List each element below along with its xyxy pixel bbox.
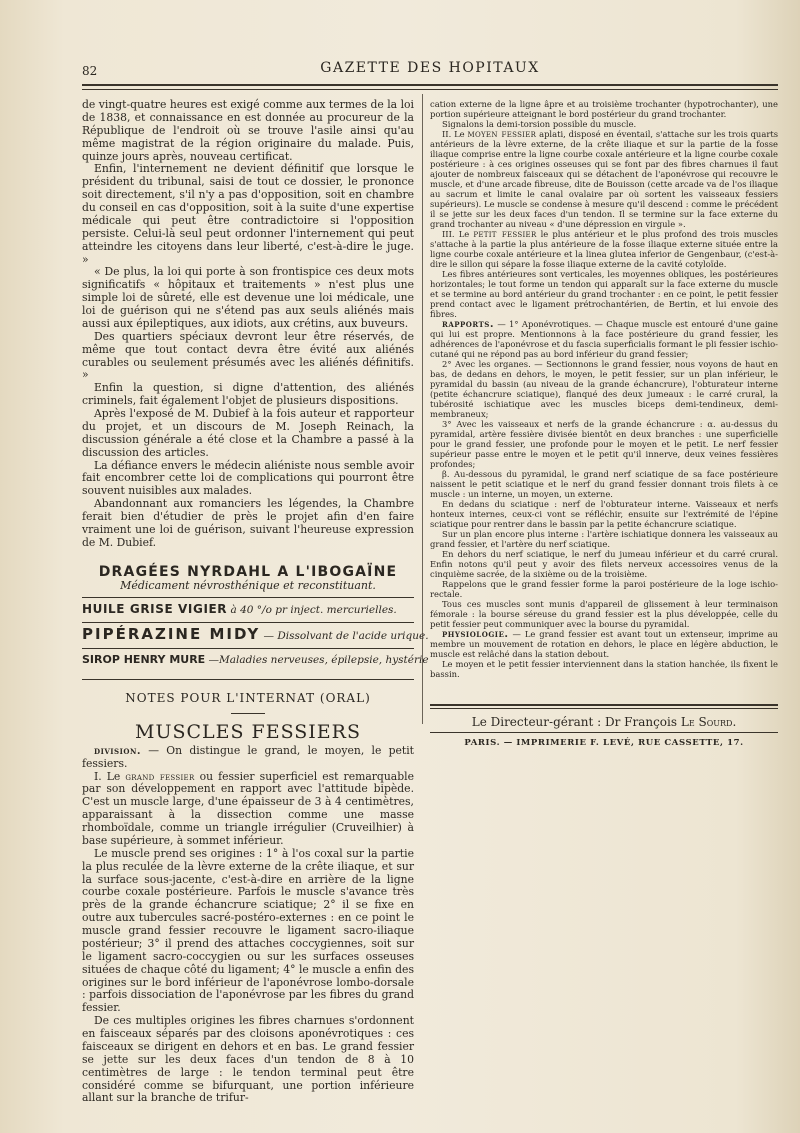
paragraph: En dedans du sciatique : nerf de l'obturateur interne. Vaisseaux et nerfs honteux internes, ceux-ci vont se réfléchir, ensuite sur l'extrémité de l'épine sciatique pour rentrer dans le bassin par la petite échancrure sciatique. bbox=[430, 499, 778, 529]
paragraph: Signalons la demi-torsion possible du muscle. bbox=[442, 119, 637, 129]
header-rule-thin bbox=[82, 89, 778, 90]
footer-rule bbox=[430, 704, 778, 706]
paragraph: La défiance envers le médecin aliéniste nous semble avoir fait encombrer cette loi de complications qui pourront être souvent nuisibles aux malades. bbox=[82, 458, 414, 498]
paragraph: Sur un plan encore plus interne : l'artère ischiatique donnera les vaisseaux au grand fessier, et l'artère du nerf sciatique. bbox=[430, 529, 778, 549]
grand-fessier-text: ou fessier superficiel est remarquable par son développement en rapport avec l'attitude bipède. C'est un muscle large, d'une épaisseur de 3 à 4 centimètres, apparaissant à la dissection comme une masse rhomboïdale, comme un triangle irrégulier (Cruveilhier) à base supérieure, à sommet inférieur. bbox=[82, 769, 414, 847]
rapports-text: — 1° Aponévrotiques. — Chaque muscle est entouré d'une gaine qui lui est propre. Mentionnons à la face postérieure du grand fessier, les adhérences de l'aponévrose et du fascia superficialis formant le pli fessier ischio-cutané qui ne répond pas au bord inférieur du grand fessier; bbox=[430, 319, 778, 359]
physiologie-paragraph bbox=[430, 629, 778, 659]
notes-header: NOTES POUR L'INTERNAT (ORAL) bbox=[125, 691, 371, 705]
ad-divider bbox=[82, 597, 414, 598]
ad-sirop-name: SIROP HENRY MURE bbox=[82, 653, 206, 667]
petit-fessier-paragraph bbox=[430, 229, 778, 269]
paragraph: Après l'exposé de M. Dubief à la fois auteur et rapporteur du projet, et un discours de M. Joseph Reinach, la discussion générale a été close et la Chambre a passé à la discussion des articles. bbox=[82, 407, 414, 459]
paragraph: cation externe de la ligne âpre et au troisième trochanter (hypotrochanter), une portion supérieure atteignant le bord postérieur du grand trochanter. bbox=[430, 99, 778, 119]
paragraph: Tous ces muscles sont munis d'appareil de glissement à leur terminaison fémorale : la bourse séreuse du grand fessier est la plus développée, celle du petit fessier peut communiquer avec la bourse du pyramidal. bbox=[430, 599, 778, 629]
ad-piperazine bbox=[82, 625, 429, 644]
grand-fessier-label: grand fessier bbox=[125, 770, 195, 783]
paragraph: 2° Avec les organes. — Sectionnons le grand fessier, nous voyons de haut en bas, de dedans en dehors, le moyen, le petit fessier, sur un plan inférieur, le pyramidal du bassin (au niveau de la grande échancrure), l'obturateur interne (petite échancrure sciatique), flanqué des deux jumeaux : le carré crural, la tubérosité ischiatique avec les muscles biceps demi-tendineux, demi-membraneux; bbox=[430, 359, 778, 419]
moyen-fessier-paragraph bbox=[430, 129, 778, 229]
ad-divider bbox=[82, 648, 414, 649]
printer-line: PARIS. — IMPRIMERIE F. LEVÉ, RUE CASSETTE, 17. bbox=[464, 738, 744, 748]
rapports-paragraph bbox=[430, 319, 778, 359]
petit-fessier-text: le plus antérieur et le plus profond des trois muscles s'attache à la partie la plus antérieure de la fosse iliaque externe située entre la ligne courbe coxale antérieure et la linea glutea inferior de Gengenbaur, (c'est-à-dire le sillon qui sépare la fosse iliaque externe de la cavité cotyloïde. bbox=[430, 229, 778, 269]
header-rule bbox=[82, 84, 778, 86]
left-column bbox=[82, 98, 429, 1105]
paragraph: Le moyen et le petit fessier interviennent dans la station hanchée, ils fixent le bassin. bbox=[430, 659, 778, 679]
page-number: 82 bbox=[82, 64, 98, 78]
ad-divider bbox=[82, 622, 414, 623]
physiologie-text: — Le grand fessier est avant tout un extenseur, imprime au membre un mouvement de rotation en dehors, le place en légère abduction, le muscle est relâché dans la station debout. bbox=[430, 629, 778, 659]
grand-intro: I. Le bbox=[94, 769, 121, 783]
paragraph: De ces multiples origines les fibres charnues s'ordonnent en faisceaux séparés par des cloisons aponévrotiques : ces faisceaux se dirigent en dehors et en bas. Le grand fessier se jette sur les deux faces d'un tendon de 8 à 10 centimètres de large : le tendon terminal peut être considéré comme se bifurquant, une portion inférieure allant sur la branche de trifur- bbox=[82, 1014, 414, 1105]
paragraph: Abandonnant aux romanciers les légendes, la Chambre ferait bien d'étudier de près le projet afin d'en faire vraiment une loi de guérison, suivant l'heureuse expression de M. Dubief. bbox=[82, 497, 414, 549]
ad-dragees-name: DRAGÉES NYRDAHL A L'IBOGAÏNE bbox=[98, 563, 398, 580]
section-title: MUSCLES FESSIERS bbox=[134, 720, 361, 743]
journal-title: GAZETTE DES HOPITAUX bbox=[320, 60, 540, 76]
paragraph: 3° Avec les vaisseaux et nerfs de la grande échancrure : α. au-dessus du pyramidal, artère fessière divisée bientôt en deux branches : une superficielle pour le grand fessier, une profonde pour le moyen et le petit. Le nerf fessier supérieur passe entre le moyen et le petit qu'il innerve, deux veines fessières profondes; bbox=[430, 419, 778, 469]
ad-piperazine-name: PIPÉRAZINE MIDY bbox=[82, 625, 261, 644]
petit-intro: III. Le bbox=[442, 229, 470, 239]
petit-fessier-label: petit fessier bbox=[473, 228, 537, 240]
paragraph: Enfin la question, si digne d'attention, des aliénés criminels, fait également l'objet de plusieurs dispositions. bbox=[82, 381, 414, 408]
footer-rule-thin bbox=[430, 708, 778, 709]
director-name: Le Sourd. bbox=[680, 715, 737, 729]
director-credit bbox=[430, 715, 778, 729]
paragraph: de vingt-quatre heures est exigé comme aux termes de la loi de 1838, et connaissance en est donnée au procureur de la République de l'endroit où se trouve l'asile ainsi qu'au même magistrat de la région originaire du malade. Puis, quinze jours après, nouveau certificat. bbox=[82, 98, 414, 163]
physiologie-label: physiologie. bbox=[442, 628, 509, 640]
ad-huile-grise bbox=[82, 603, 414, 617]
division-paragraph bbox=[82, 745, 414, 771]
grand-fessier-paragraph bbox=[82, 771, 414, 848]
paragraph: Des quartiers spéciaux devront leur être réservés, de même que tout contact devra être évité aux aliénés curables ou seulement présumés avec les aliénés définitifs. » bbox=[82, 329, 414, 382]
division-label: division. bbox=[94, 744, 142, 757]
right-column bbox=[430, 99, 778, 679]
paragraph: « De plus, la loi qui porte à son frontispice ces deux mots significatifs « hôpitaux et traitements » n'est plus une simple loi de sûreté, elle est devenue une loi médicale, une loi de guérison qui ne s'étend pas aux seuls aliénés mais aussi aux épileptiques, aux idiots, aux crétins, aux buveurs. bbox=[82, 265, 414, 330]
ad-dragees-tagline: Médicament névrosthénique et reconstituant. bbox=[120, 578, 376, 592]
ad-piperazine-text: — Dissolvant de l'acide urique. bbox=[263, 630, 429, 643]
paragraph: β. Au-dessous du pyramidal, le grand nerf sciatique de sa face postérieure naissent le petit sciatique et le nerf du grand fessier donnant trois filets à ce muscle : un interne, un moyen, un externe. bbox=[430, 469, 778, 499]
paragraph: En dehors du nerf sciatique, le nerf du jumeau inférieur et du carré crural. Enfin notons qu'il peut y avoir des filets nerveux accessoires venus de la cinquième sacrée, de la sixième ou de la troisième. bbox=[430, 549, 778, 579]
division-text: — On distingue le grand, le moyen, le petit fessiers. bbox=[82, 743, 414, 770]
moyen-fessier-text: aplati, disposé en éventail, s'attache sur les trois quarts antérieurs de la lèvre externe, de la crête iliaque et sur la partie de la fosse iliaque comprise entre la ligne courbe coxale antérieure et la ligne courbe coxale postérieure : à ces origines osseuses qui se font par des fibres charnues il faut ajouter de nombreux faisceaux qui se détachent de l'aponévrose qui recouvre le muscle, et d'une arcade fibreuse, dite de Bouisson (cette arcade va de l'os iliaque au sacrum et limite le canal ovalaire par où sortent les vaisseaux fessiers supérieurs). Le muscle se condense à mesure qu'il descend : comme le précédent il se jette sur les deux faces d'un tendon. Il se termine sur la face externe du grand trochanter au niveau « d'une dépression en virgule ». bbox=[430, 129, 778, 229]
ad-huile-text: à 40 °/o pr inject. mercurielles. bbox=[230, 604, 397, 617]
footer-rule-bottom bbox=[430, 732, 778, 733]
director-text: Le Directeur-gérant : Dr François bbox=[471, 715, 678, 729]
section-rule bbox=[82, 679, 414, 680]
paragraph: Les fibres antérieures sont verticales, les moyennes obliques, les postérieures horizontales; le tout forme un tendon qui apparaît sur la face externe du muscle et se termine au bord antérieur du grand trochanter : en ce point, le petit fessier prend contact avec le ligament prétrochantérien, de Bertin, et lui envoie des fibres. bbox=[430, 269, 778, 319]
rapports-label: rapports. bbox=[442, 318, 494, 330]
paragraph: Enfin, l'internement ne devient définitif que lorsque le président du tribunal, saisi de tout ce dossier, le prononce soit directement, s'il n'y a pas d'opposition, soit en chambre du conseil en cas d'opposition, soit à la suite d'une expertise médicale qui peut être contradictoire si l'opposition persiste. Celui-là seul peut ordonner l'internement qui peut atteindre les citoyens dans leur liberté, c'est-à-dire le juge. » bbox=[82, 162, 414, 266]
ad-huile-name: HUILE GRISE VIGIER bbox=[82, 602, 228, 617]
paragraph: Rappelons que le grand fessier forme la paroi postérieure de la loge ischio-rectale. bbox=[430, 579, 778, 599]
advertisements bbox=[82, 563, 429, 667]
short-rule bbox=[231, 713, 265, 714]
paragraph: Le muscle prend ses origines : 1° à l'os coxal sur la partie la plus reculée de la lèvre externe de la crête iliaque, et sur la surface sous-jacente, c'est-à-dire en arrière de la ligne courbe coxale postérieure. Parfois le muscle s'avance très près de la grande échancrure sciatique; 2° il se fixe en outre aux tubercules sacré-postéro-externes : en ce point le muscle grand fessier recouvre le ligament sacro-iliaque postérieur; 3° il prend des attaches coccygiennes, soit sur le ligament sacro-coccygien ou sur les surfaces osseuses situées de chaque côté du ligament; 4° le muscle a enfin des origines sur le bord inférieur de l'aponévrose lombo-dorsale : parfois dissociation de l'aponévrose par les fibres du grand fessier. bbox=[82, 846, 414, 1015]
ad-sirop-text: —Maladies nerveuses, épilepsie, hystérie bbox=[208, 654, 429, 667]
moyen-fessier-label: moyen fessier bbox=[467, 128, 537, 140]
moyen-intro: II. Le bbox=[442, 129, 465, 139]
ad-sirop bbox=[82, 653, 429, 667]
